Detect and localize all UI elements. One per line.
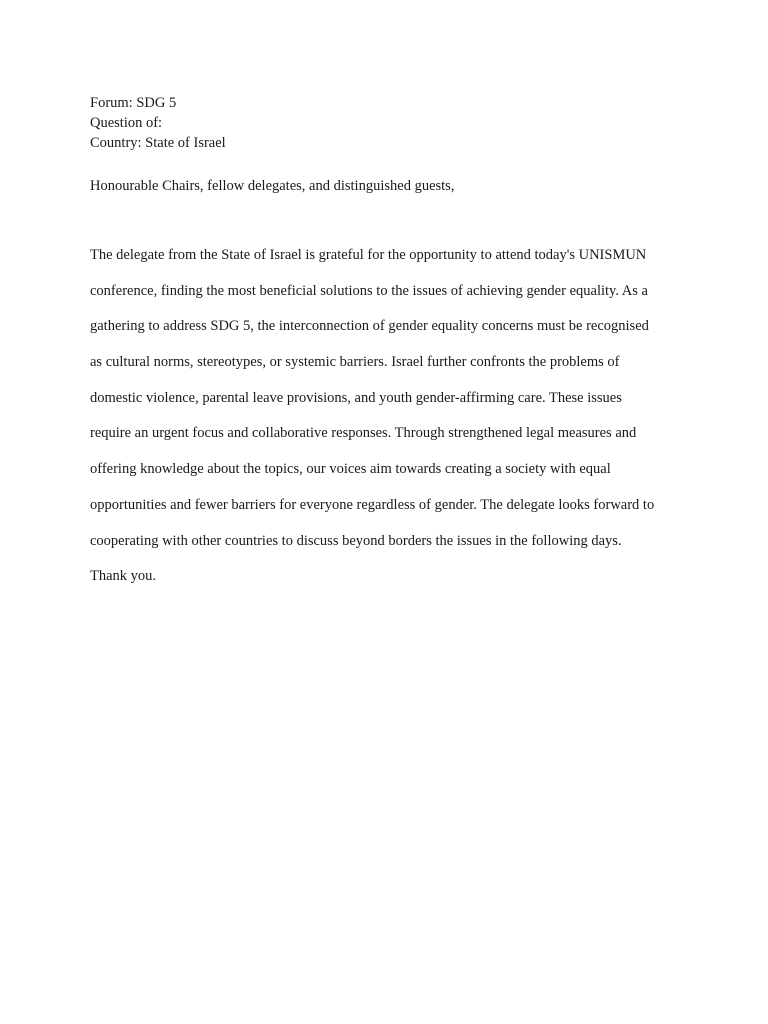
speech-body: [90, 245, 730, 602]
body-line-4: as cultural norms, stereotypes, or systemic barriers. Israel further confronts the problems of: [90, 354, 620, 371]
country-line: Country: State of Israel: [90, 135, 226, 151]
body-line-2: conference, finding the most beneficial solutions to the issues of achieving gender equality. As a: [90, 282, 648, 299]
body-line-1: The delegate from the State of Israel is grateful for the opportunity to attend today's UNISMUN: [90, 247, 647, 263]
document-header: [90, 93, 690, 153]
body-line-7: offering knowledge about the topics, our voices aim towards creating a society with equal: [90, 461, 611, 478]
body-line-6: require an urgent focus and collaborative responses. Through strengthened legal measures and: [90, 425, 637, 442]
body-line-3: gathering to address SDG 5, the interconnection of gender equality concerns must be recognised: [90, 318, 649, 335]
closing-line: Thank you.: [90, 568, 157, 585]
question-line: Question of:: [90, 115, 163, 131]
body-line-9: cooperating with other countries to discuss beyond borders the issues in the following days.: [90, 532, 622, 549]
body-line-8: opportunities and fewer barriers for everyone regardless of gender. The delegate looks forward to: [90, 496, 655, 513]
salutation: Honourable Chairs, fellow delegates, and distinguished guests,: [90, 178, 455, 194]
body-line-5: domestic violence, parental leave provisions, and youth gender-affirming care. These issues: [90, 389, 622, 406]
forum-line: Forum: SDG 5: [90, 95, 177, 111]
